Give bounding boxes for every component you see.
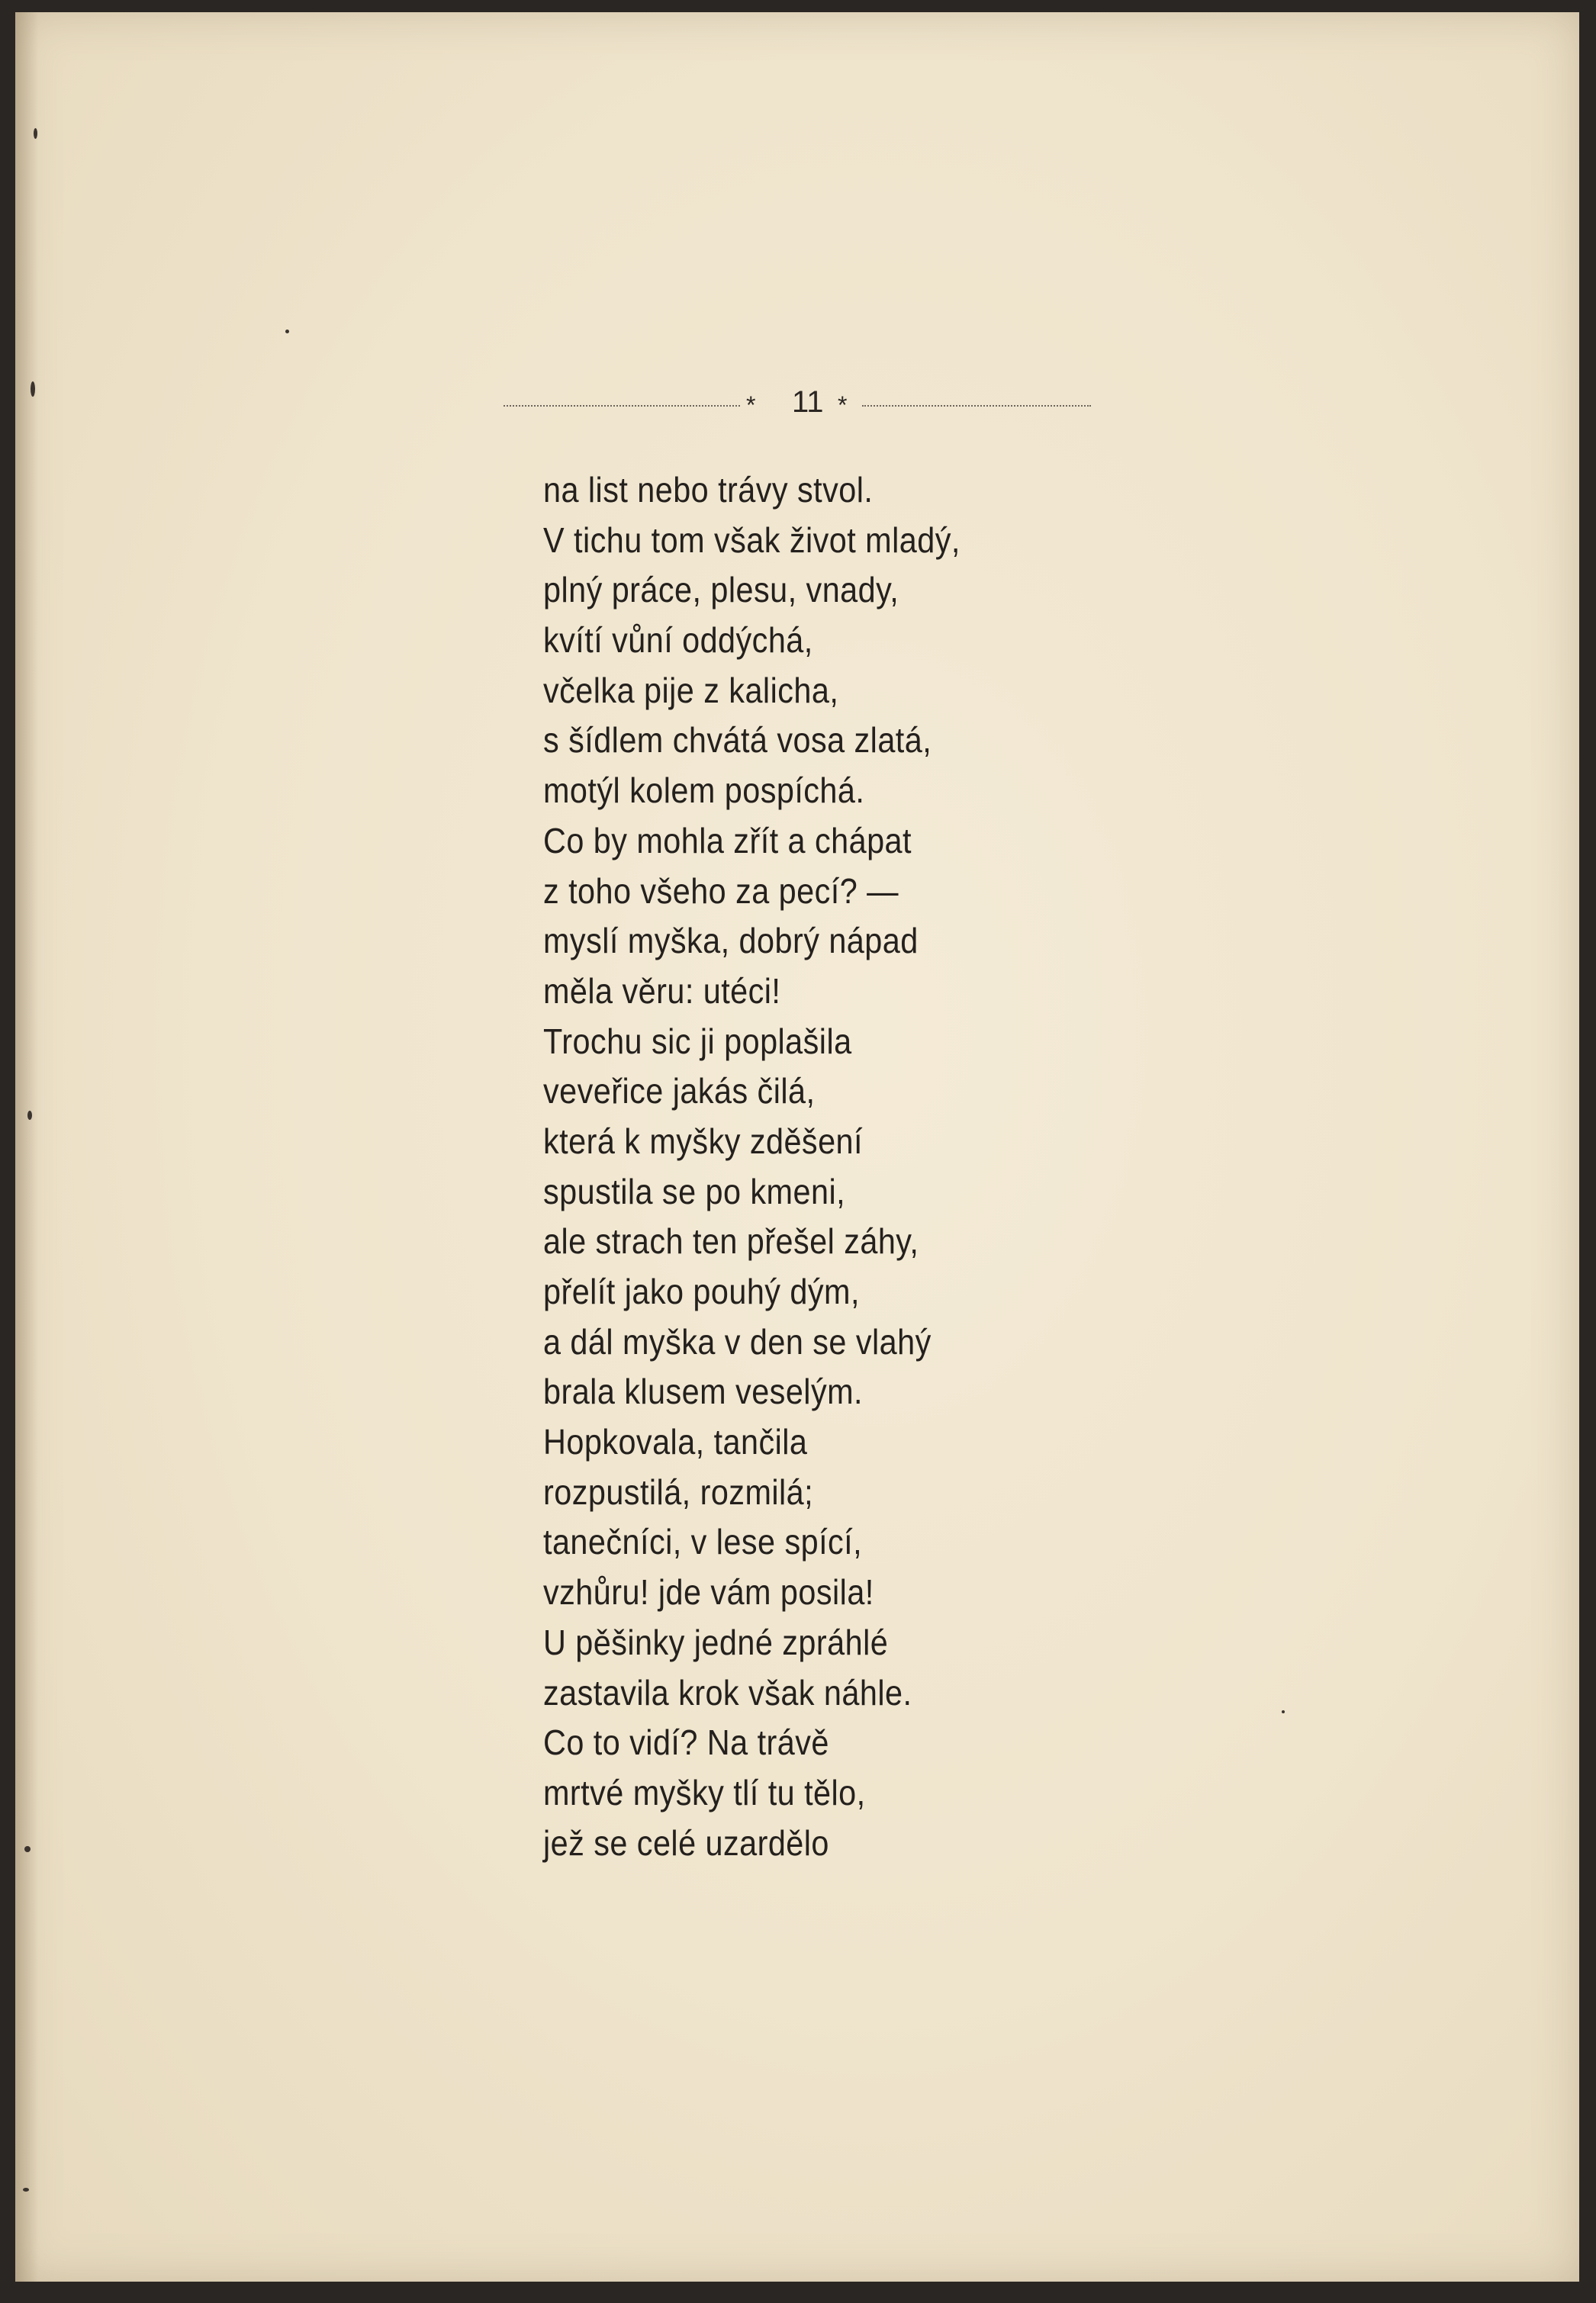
poem-line: Trochu sic ji poplašila — [543, 1021, 852, 1061]
poem-line: veveřice jakás čilá, — [543, 1071, 816, 1111]
poem-line: na list nebo trávy stvol. — [543, 470, 874, 510]
poem-line: V tichu tom však život mladý, — [543, 519, 960, 560]
poem-line: zastavila krok však náhle. — [543, 1672, 912, 1713]
asterisk-ornament-left: * — [746, 391, 756, 419]
poem-line: s šídlem chvátá vosa zlatá, — [543, 720, 932, 761]
poem-line: Hopkovala, tančila — [543, 1422, 808, 1462]
poem-line: měla věru: utéci! — [543, 970, 781, 1011]
poem-line: mrtvé myšky tlí tu tělo, — [543, 1772, 866, 1812]
poem-line: přelít jako pouhý dým, — [543, 1272, 860, 1311]
poem-line: včelka pije z kalicha, — [543, 670, 839, 710]
margin-speck — [285, 330, 289, 333]
poem-line: U pěšinky jedné zpráhlé — [543, 1622, 889, 1662]
poem-line: kvítí vůní oddýchá, — [543, 620, 813, 661]
header-dotted-rule-right — [862, 405, 1091, 407]
poem-line: ale strach ten přešel záhy, — [543, 1221, 919, 1262]
poem-line: myslí myška, dobrý nápad — [543, 921, 919, 961]
margin-speck — [23, 2188, 29, 2192]
poem-line: motýl kolem pospíchá. — [543, 770, 865, 811]
poem-line: tanečníci, v lese spící, — [543, 1522, 863, 1562]
poem-line: a dál myška v den se vlahý — [543, 1321, 932, 1362]
poem-text — [543, 465, 1298, 1868]
poem-line: vzhůru! jde vám posila! — [543, 1572, 874, 1613]
margin-speck — [24, 1846, 31, 1852]
poem-line: která k myšky zděšení — [543, 1121, 863, 1161]
margin-speck — [34, 128, 37, 139]
poem-line: plný práce, plesu, vnady, — [543, 570, 899, 610]
page-number: 11 — [792, 385, 824, 419]
poem-line: spustila se po kmeni, — [543, 1171, 846, 1211]
poem-line: jež se celé uzardělo — [543, 1822, 829, 1863]
asterisk-ornament-right: * — [838, 391, 848, 419]
page-header — [504, 385, 1114, 423]
margin-speck — [27, 1111, 32, 1120]
poem-line: brala klusem veselým. — [543, 1372, 863, 1412]
poem-line: rozpustilá, rozmilá; — [543, 1472, 814, 1512]
margin-speck — [31, 381, 35, 397]
header-dotted-rule-left — [504, 405, 740, 407]
poem-line: Co by mohla zřít a chápat — [543, 820, 912, 860]
page-gutter-shadow — [15, 12, 38, 2282]
poem-line: z toho všeho za pecí? — — [543, 870, 899, 911]
poem-line: Co to vidí? Na trávě — [543, 1722, 829, 1763]
